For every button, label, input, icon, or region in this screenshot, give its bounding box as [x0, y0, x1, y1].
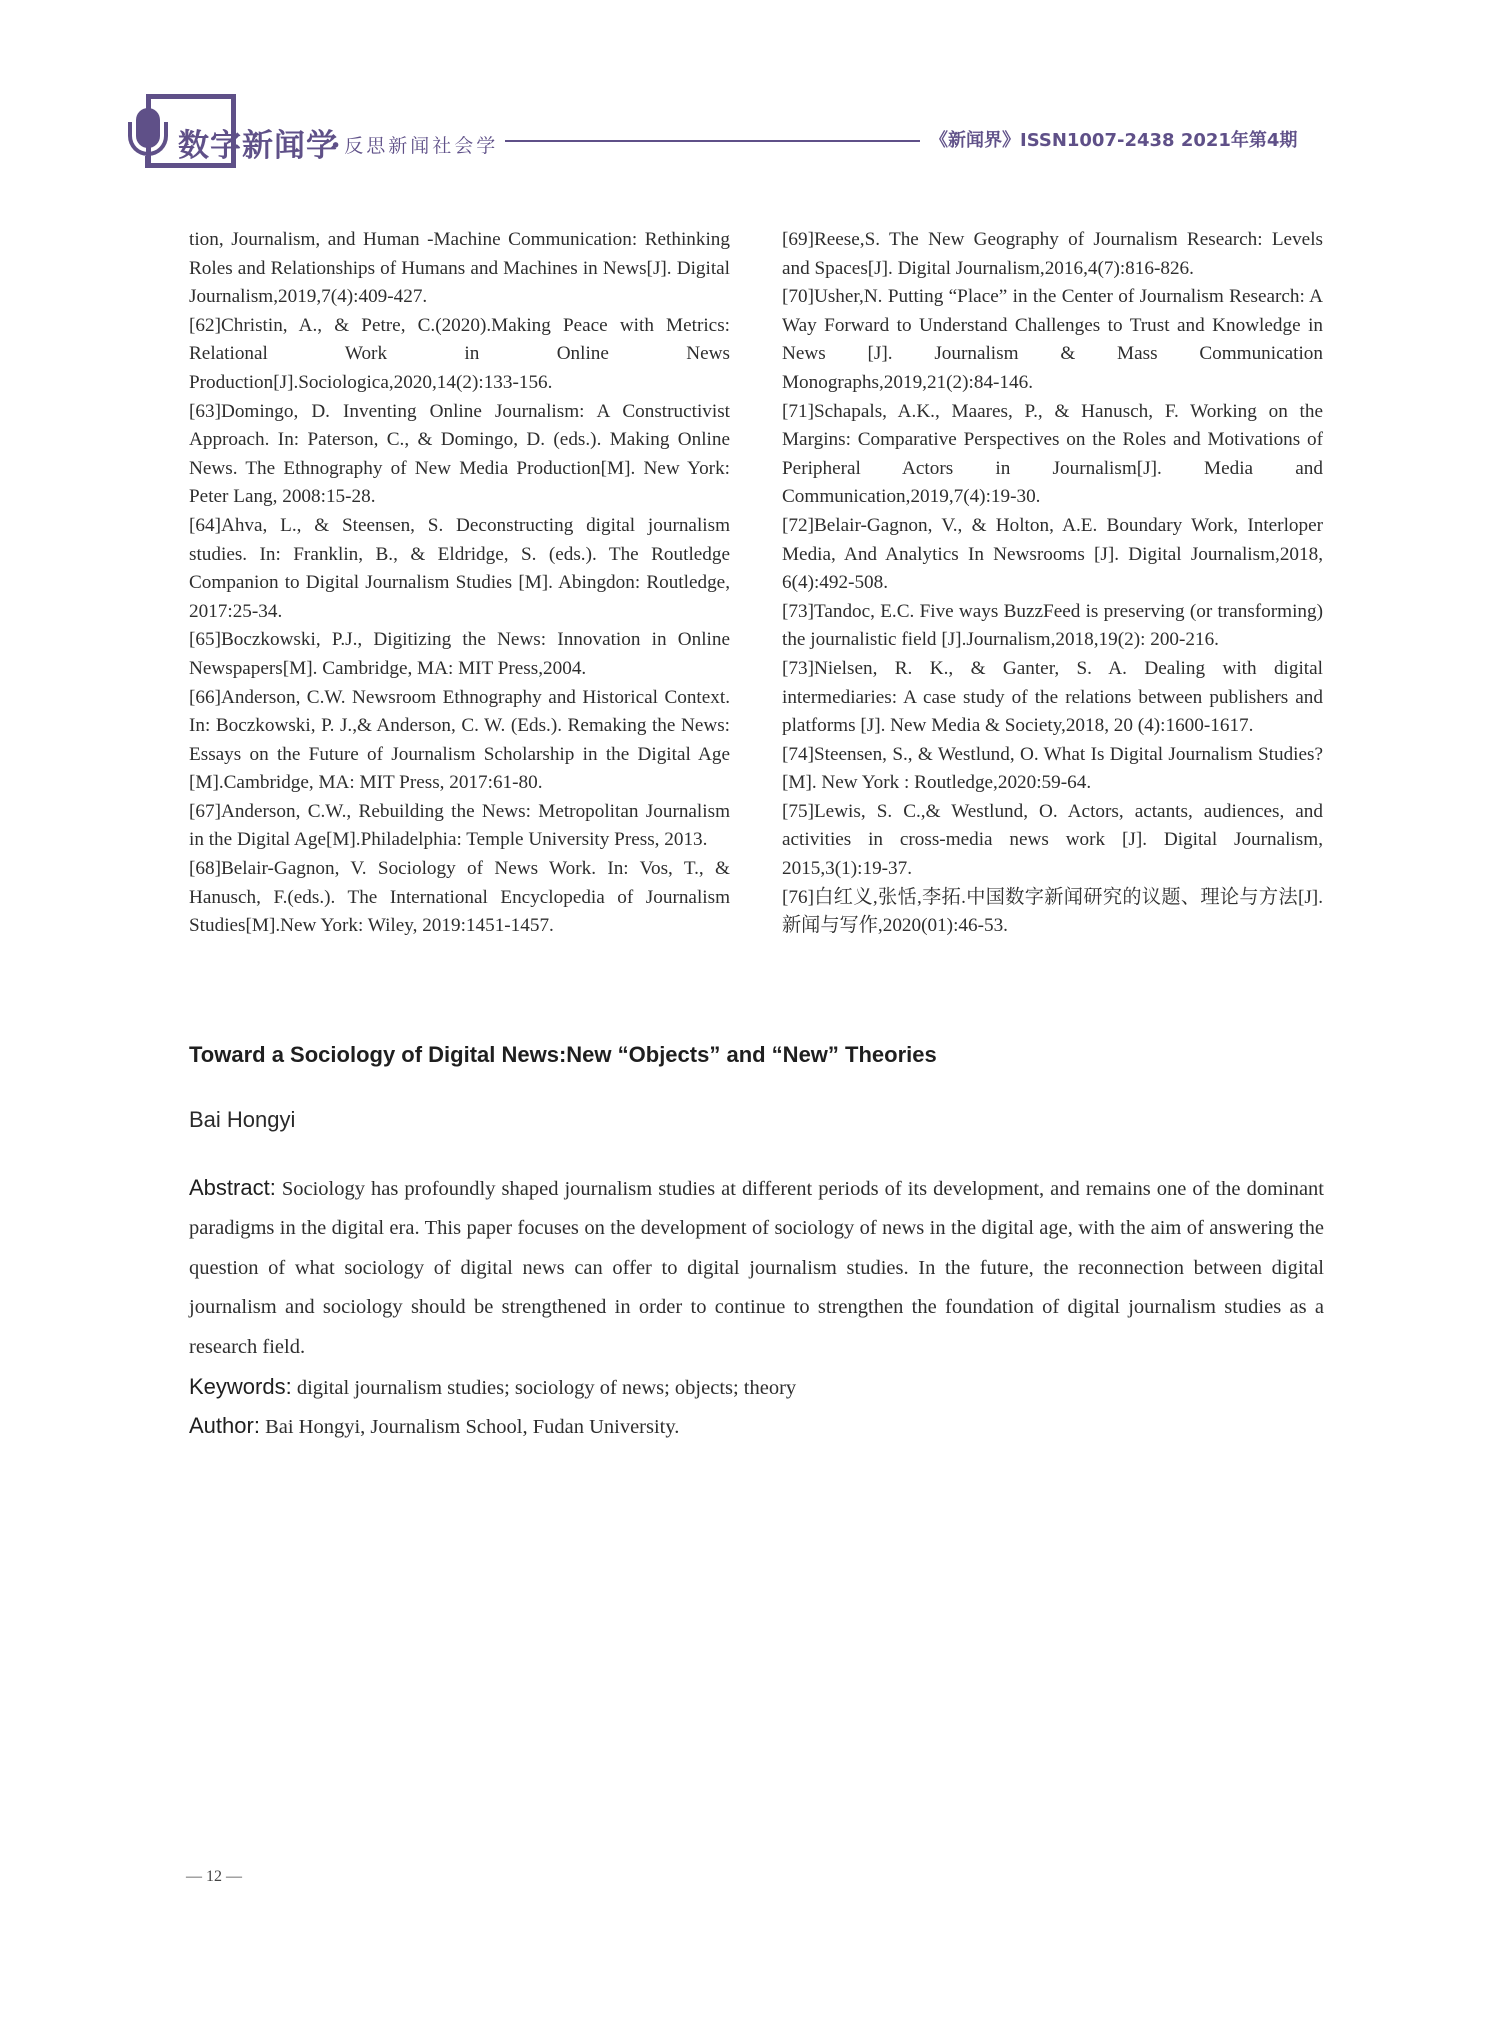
english-title: Toward a Sociology of Digital News:New “Objects” and “New” Theories — [189, 1042, 937, 1067]
reference-item: tion, Journalism, and Human -Machine Communication: Rethinking Roles and Relationships of Humans and Machines in News[J]. Digital Journalism,2019,7(4):409-427. — [189, 229, 730, 308]
reference-item: [76]白红义,张恬,李拓.中国数字新闻研究的议题、理论与方法[J].新闻与写作,2020(01):46-53. — [782, 886, 1323, 937]
references-left-column — [189, 226, 730, 941]
reference-item: [70]Usher,N. Putting “Place” in the Center of Journalism Research: A Way Forward to Understand Challenges to Trust and Knowledge in News [J]. Journalism & Mass Communication Monographs,2019,21(2):84-146. — [782, 286, 1323, 393]
page-number: — 12 — — [186, 1868, 242, 1885]
keywords-text: digital journalism studies; sociology of news; objects; theory — [296, 1377, 797, 1399]
abstract-text: Sociology has profoundly shaped journalism studies at different periods of its development, and remains one of the dominant paradigms in the digital era. This paper focuses on the development of sociology of news in the digital age, with the aim of answering the question of what sociology of digital news can offer to digital journalism studies. In the future, the reconnection between digital journalism and sociology should be strengthened in order to continue to strengthen the foundation of digital journalism studies as a research field. — [189, 1178, 1325, 1358]
reference-item: [65]Boczkowski, P.J., Digitizing the News: Innovation in Online Newspapers[M]. Cambridge, MA: MIT Press,2004. — [189, 629, 730, 679]
abstract-label: Abstract: — [189, 1175, 276, 1200]
reference-item: [74]Steensen, S., & Westlund, O. What Is Digital Journalism Studies?[M]. New York : Routledge,2020:59-64. — [782, 743, 1323, 794]
reference-item: [64]Ahva, L., & Steensen, S. Deconstructing digital journalism studies. In: Franklin, B., & Eldridge, S. (eds.). The Routledge Companion to Digital Journalism Studies [M]. Abingdon: Routledge, 2017:25-34. — [189, 514, 730, 622]
header-rule — [505, 140, 920, 142]
reference-item: [68]Belair-Gagnon, V. Sociology of News Work. In: Vos, T., & Hanusch, F.(eds.). The International Encyclopedia of Journalism Studies[M].New York: Wiley, 2019:1451-1457. — [189, 858, 730, 937]
reference-item: [67]Anderson, C.W., Rebuilding the News: Metropolitan Journalism in the Digital Age[M].Philadelphia: Temple University Press, 2013. — [189, 800, 730, 851]
reference-item: [69]Reese,S. The New Geography of Journalism Research: Levels and Spaces[J]. Digital Journalism,2016,4(7):816-826. — [782, 229, 1323, 279]
reference-item: [63]Domingo, D. Inventing Online Journalism: A Constructivist Approach. In: Paterson, C., & Domingo, D. (eds.). Making Online News. The Ethnography of New Media Production[M]. New York: Peter Lang, 2008:15-28. — [189, 400, 730, 508]
keywords-label: Keywords: — [189, 1374, 292, 1399]
section-title: 数字新闻学 — [178, 128, 338, 164]
author-affiliation-text: Bai Hongyi, Journalism School, Fudan University. — [265, 1416, 680, 1438]
references-right-column — [782, 226, 1323, 941]
reference-item: [72]Belair-Gagnon, V., & Holton, A.E. Boundary Work, Interloper Media, And Analytics In Newsrooms [J]. Digital Journalism,2018, 6(4):492-508. — [782, 514, 1323, 594]
reference-item: [66]Anderson, C.W. Newsroom Ethnography and Historical Context. In: Boczkowski, P. J.,& Anderson, C. W. (Eds.). Remaking the News: Essays on the Future of Journalism Scholarship in the Digital Age [M].Cambridge, MA: MIT Press, 2017:61-80. — [189, 686, 730, 794]
author-affiliation-line — [189, 1406, 679, 1447]
journal-info: 《新闻界》ISSN1007-2438 2021年第4期 — [930, 130, 1298, 151]
keywords-line — [189, 1367, 796, 1408]
reference-item: [75]Lewis, S. C.,& Westlund, O. Actors, actants, audiences, and activities in cross-media news work [J]. Digital Journalism, 2015,3(1):19-37. — [782, 800, 1323, 880]
english-author: Bai Hongyi — [189, 1107, 296, 1132]
reference-item: [73]Tandoc, E.C. Five ways BuzzFeed is preserving (or transforming) the journalistic field [J].Journalism,2018,19(2): 200-216. — [782, 600, 1323, 651]
author-label: Author: — [189, 1413, 260, 1438]
reference-item: [62]Christin, A., & Petre, C.(2020).Making Peace with Metrics: Relational Work in Online News Production[J].Sociologica,2020,14(2):133-156. — [189, 314, 730, 393]
reference-item: [71]Schapals, A.K., Maares, P., & Hanusch, F. Working on the Margins: Comparative Perspectives on the Roles and Motivations of Peripheral Actors in Journalism[J]. Media and Communication,2019,7(4):19-30. — [782, 400, 1323, 508]
abstract-paragraph — [189, 1168, 1324, 1367]
section-subtitle: •反思新闻社会学 — [330, 135, 499, 157]
reference-item: [73]Nielsen, R. K., & Ganter, S. A. Dealing with digital intermediaries: A case study of the relations between publishers and platforms [J]. New Media & Society,2018, 20 (4):1600-1617. — [782, 657, 1323, 737]
